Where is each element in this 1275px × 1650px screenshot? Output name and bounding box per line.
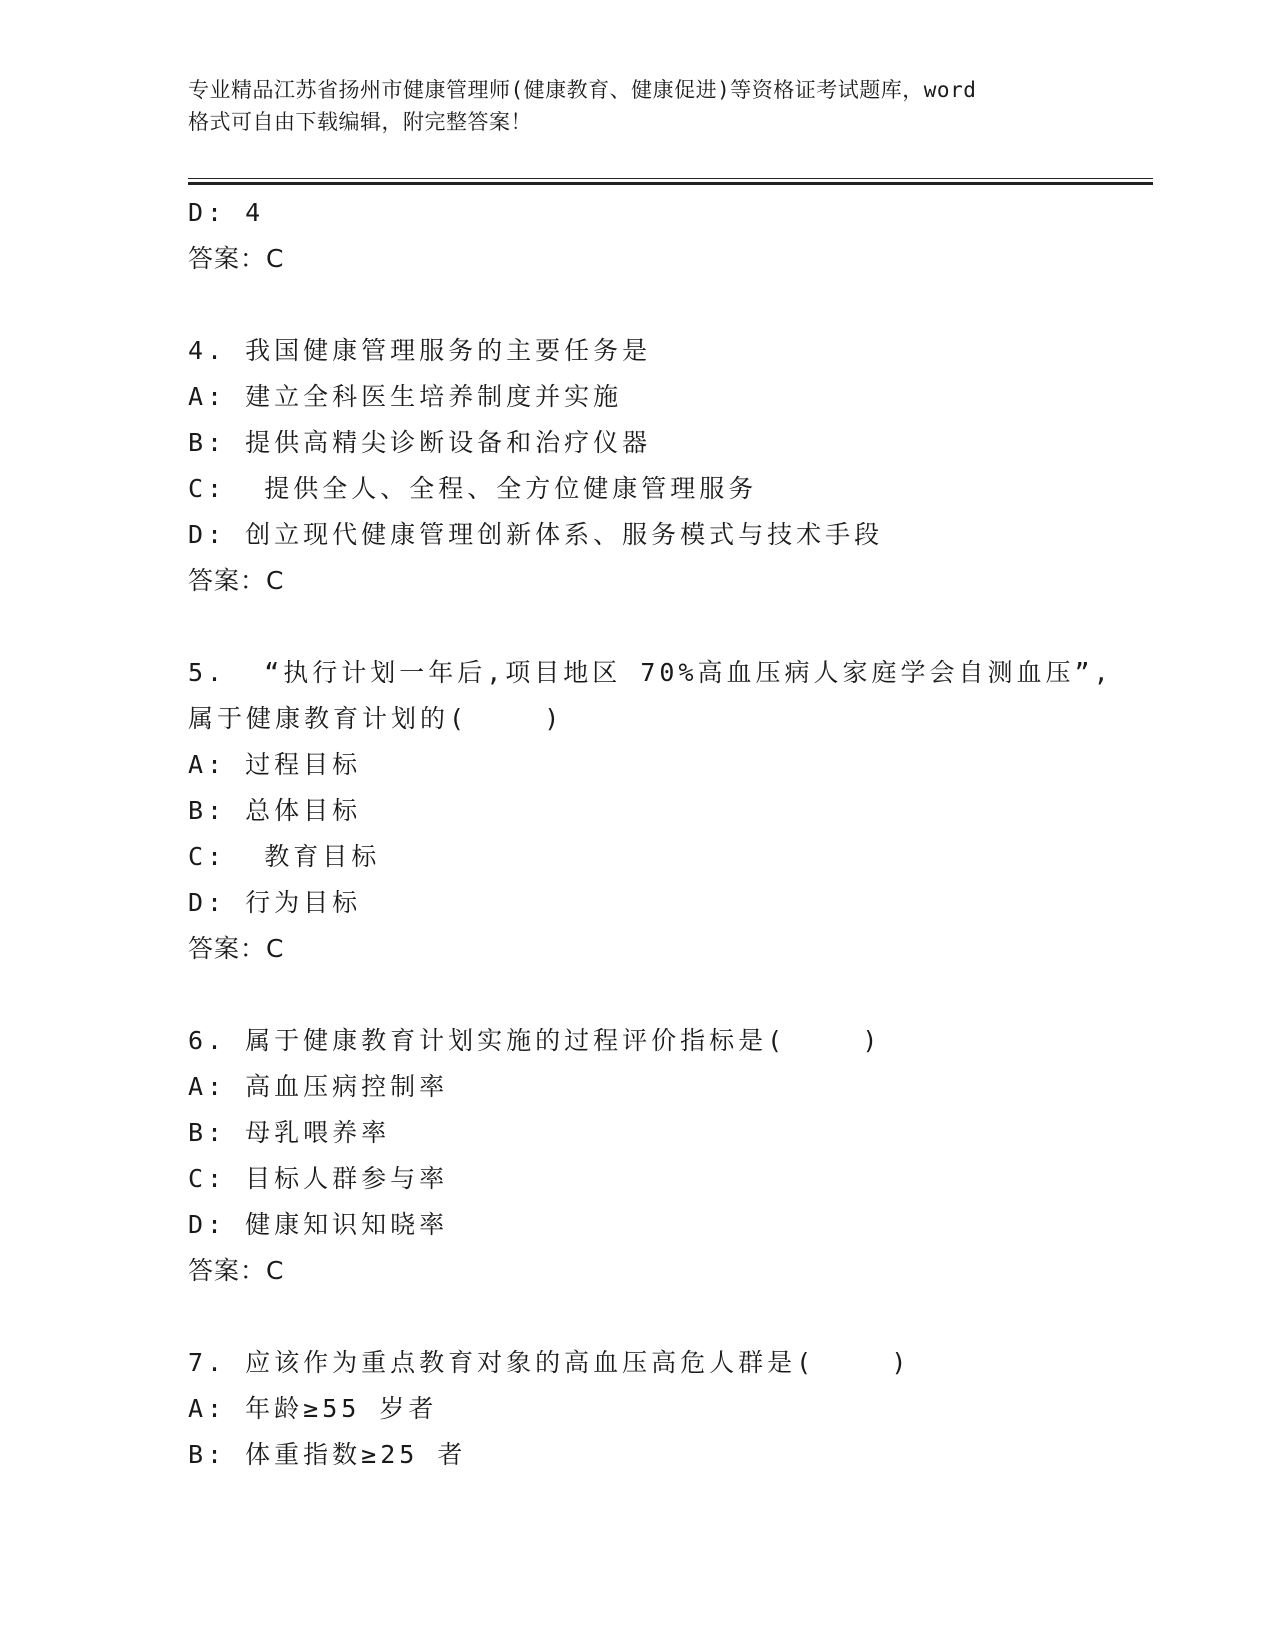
prev-option-d: D: 4 (188, 198, 265, 227)
spacer (188, 282, 1128, 328)
question-4-option-b: B: 提供高精尖诊断设备和治疗仪器 (188, 428, 652, 457)
question-4-option-a: A: 建立全科医生培养制度并实施 (188, 382, 623, 411)
question-5 (188, 650, 1128, 972)
spacer (188, 604, 1128, 650)
question-7 (188, 1340, 1128, 1478)
question-list (188, 190, 1128, 1478)
question-5-stem-line-1: 5. “执行计划一年后,项目地区 70%高血压病人家庭学会自测血压”, (188, 658, 1113, 687)
question-6-option-a: A: 高血压病控制率 (188, 1072, 449, 1101)
question-4-stem: 4. 我国健康管理服务的主要任务是 (188, 336, 652, 365)
header-line-1: 专业精品江苏省扬州市健康管理师(健康教育、健康促进)等资格证考试题库，word (188, 78, 977, 102)
question-7-option-a: A: 年龄≥55 岁者 (188, 1394, 438, 1423)
spacer (188, 972, 1128, 1018)
prev-answer: 答案：C (188, 244, 285, 273)
question-4-option-d: D: 创立现代健康管理创新体系、服务模式与技术手段 (188, 520, 884, 549)
question-5-answer: 答案：C (188, 934, 285, 963)
question-5-option-d: D: 行为目标 (188, 888, 362, 917)
header-divider-thin (188, 178, 1153, 179)
question-6-stem: 6. 属于健康教育计划实施的过程评价指标是( ) (188, 1026, 882, 1055)
header-line-2: 格式可自由下载编辑，附完整答案！ (188, 110, 532, 134)
question-7-stem: 7. 应该作为重点教育对象的高血压高危人群是( ) (188, 1348, 911, 1377)
question-4 (188, 328, 1128, 604)
question-5-option-c: C: 教育目标 (188, 842, 381, 871)
question-4-answer: 答案：C (188, 566, 285, 595)
spacer (188, 1294, 1128, 1340)
question-5-stem-line-2: 属于健康教育计划的( ) (188, 704, 564, 733)
question-6-option-c: C: 目标人群参与率 (188, 1164, 449, 1193)
question-5-option-a: A: 过程目标 (188, 750, 362, 779)
document-header (188, 74, 1088, 138)
question-5-option-b: B: 总体目标 (188, 796, 362, 825)
question-6-option-d: D: 健康知识知晓率 (188, 1210, 449, 1239)
question-6-option-b: B: 母乳喂养率 (188, 1118, 391, 1147)
question-6-answer: 答案：C (188, 1256, 285, 1285)
question-6 (188, 1018, 1128, 1294)
question-7-option-b: B: 体重指数≥25 者 (188, 1440, 467, 1469)
header-divider-thick (188, 182, 1153, 185)
question-4-option-c: C: 提供全人、全程、全方位健康管理服务 (188, 474, 758, 503)
